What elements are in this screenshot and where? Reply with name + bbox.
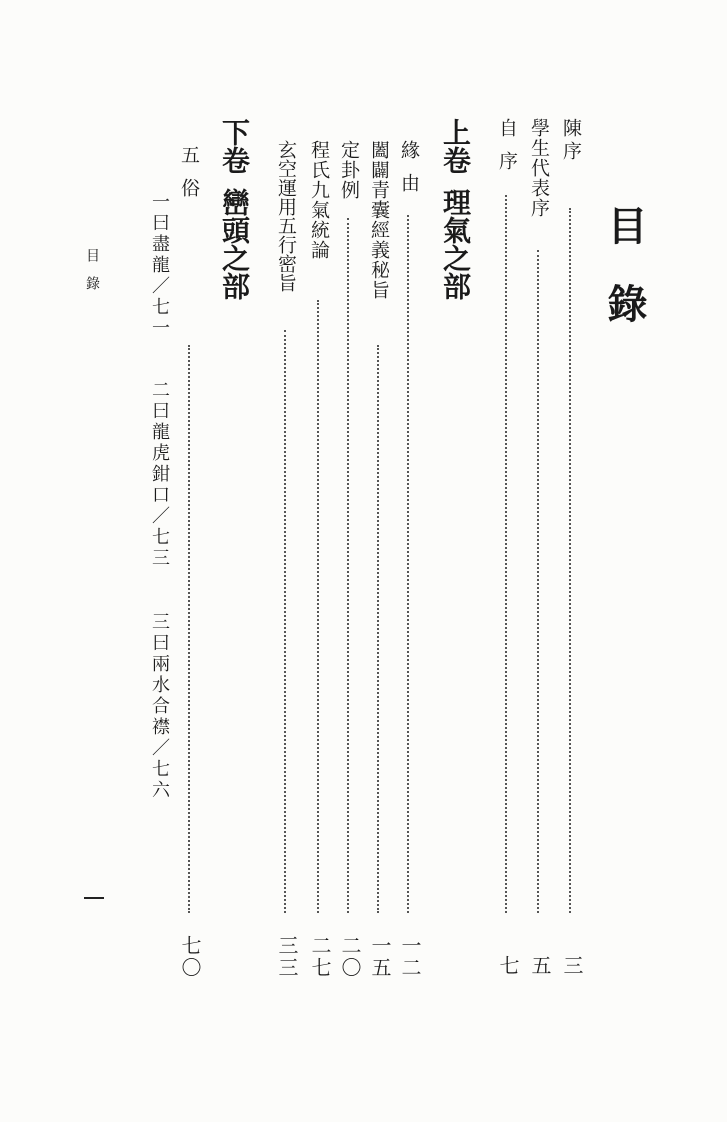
folio-mark — [84, 897, 104, 899]
page-number: 七〇 — [178, 935, 202, 979]
toc-entry: 闔闢青囊經義秘旨 — [368, 140, 390, 300]
dot-leader — [377, 345, 379, 913]
page-number: 三 — [560, 955, 584, 977]
part1-label: 上卷 — [439, 118, 472, 174]
part2-heading — [214, 118, 254, 300]
page-number: 一五 — [368, 935, 392, 979]
toc-entry: 玄空運用五行密旨 — [275, 140, 297, 292]
part2-label: 下卷 — [218, 118, 251, 174]
page-number: 二〇 — [338, 935, 362, 979]
page-number: 一二 — [398, 935, 422, 979]
dot-leader — [569, 208, 571, 913]
dot-leader — [537, 250, 539, 913]
part2-subtitle: 巒頭之部 — [218, 188, 251, 300]
toc-entry-author-preface: 自序 — [496, 118, 518, 184]
page-number: 二七 — [308, 935, 332, 979]
dot-leader — [347, 218, 349, 913]
page-number: 五 — [528, 955, 552, 977]
dot-leader — [407, 215, 409, 913]
page-number: 七 — [496, 955, 520, 977]
part1-subtitle: 理氣之部 — [439, 188, 472, 300]
toc-entry: 定卦例 — [338, 140, 360, 200]
toc-entry-student-preface: 學生代表序 — [528, 118, 550, 218]
part1-heading — [435, 118, 475, 300]
dot-leader — [317, 300, 319, 913]
toc-entry: 五俗 — [178, 145, 200, 211]
toc-entry: 緣由 — [398, 140, 420, 206]
toc-entry: 程氏九氣統論 — [308, 140, 330, 260]
toc-subitem: 二曰龍虎鉗口／七三 — [149, 380, 170, 569]
dot-leader — [188, 345, 190, 913]
page-title: 目錄 — [601, 205, 648, 361]
dot-leader — [284, 330, 286, 913]
margin-label: 目錄 — [84, 248, 100, 304]
page-number: 三三 — [275, 935, 299, 979]
toc-subitem: 一曰盡龍／七一 — [149, 192, 170, 339]
toc-entry-chen-preface: 陳序 — [560, 118, 582, 164]
dot-leader — [505, 195, 507, 913]
toc-subitem: 三曰兩水合襟／七六 — [149, 612, 170, 801]
